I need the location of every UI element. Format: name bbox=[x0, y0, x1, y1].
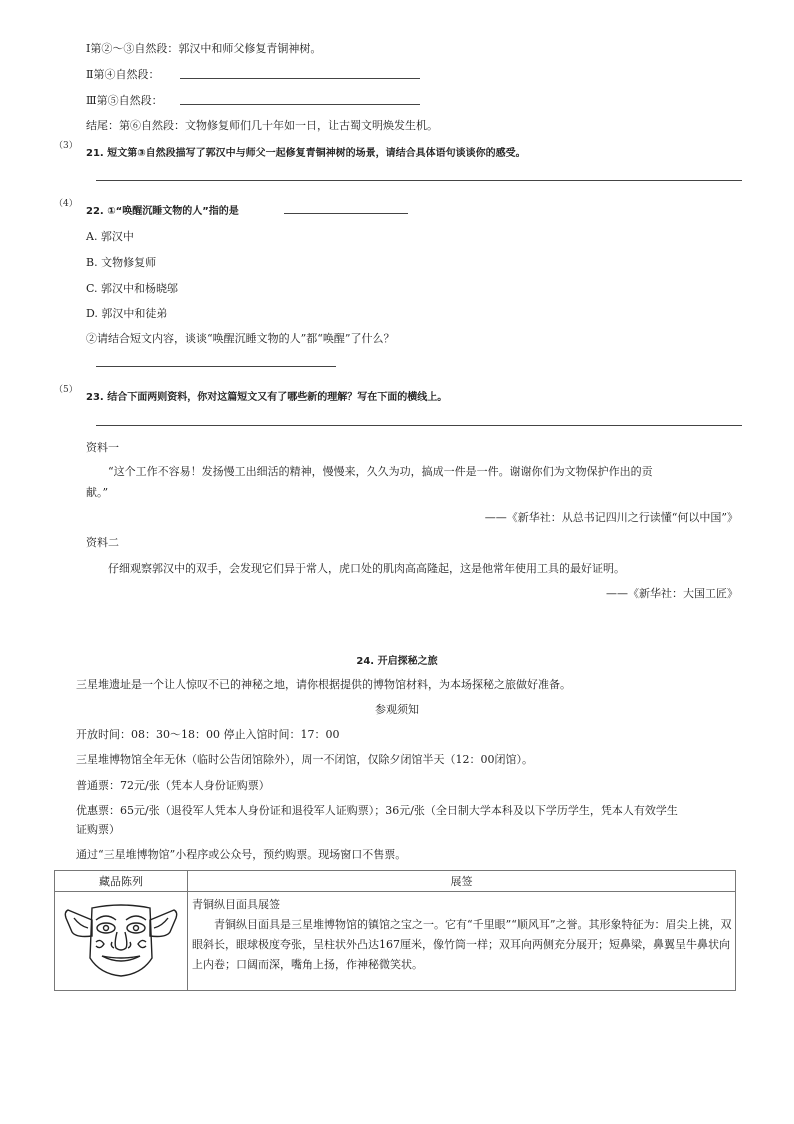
outline-part3-label: Ⅲ第⑤自然段： bbox=[86, 94, 163, 107]
exhibit-title: 青铜纵目面具展签 bbox=[192, 898, 280, 911]
material1-source: ——《新华社：从总书记四川之行读懂“何以中国”》 bbox=[484, 511, 738, 524]
header-collection: 藏品陈列 bbox=[55, 871, 188, 892]
material2-title: 资料二 bbox=[86, 536, 119, 549]
q22-sub2-answer-line[interactable] bbox=[96, 366, 336, 367]
q23-answer-line[interactable] bbox=[96, 425, 742, 426]
q22-option-b[interactable]: B. 文物修复师 bbox=[86, 256, 157, 269]
q22-option-c[interactable]: C. 郭汉中和杨晓邬 bbox=[86, 282, 179, 295]
exhibit-table-header bbox=[55, 871, 736, 892]
bronze-mask-illustration bbox=[62, 898, 180, 982]
exhibit-text: 青铜纵目面具是三星堆博物馆的镇馆之宝之一。它有“千里眼”“顺风耳”之誉。其形象特征为：眉尖上挑，双眼斜长，眼球极度夸张，呈柱状外凸达167厘米，像竹筒一样；双耳向两侧充分展开；短鼻梁，鼻翼呈牛鼻状向上内卷；口阔而深，嘴角上扬，作神秘微笑状。 bbox=[192, 918, 732, 971]
outline-ending: 结尾：第⑥自然段：文物修复师们几十年如一日，让古蜀文明焕发生机。 bbox=[86, 119, 438, 132]
material1-title: 资料一 bbox=[86, 441, 119, 454]
q21-subnumber: （3） bbox=[54, 141, 78, 151]
ticket-regular: 普通票：72元/张（凭本人身份证购票） bbox=[76, 779, 270, 792]
notice-title: 参观须知 bbox=[375, 703, 419, 716]
exhibit-table-row bbox=[55, 892, 736, 991]
q21-prompt: 21. 短文第③自然段描写了郭汉中与师父一起修复青铜神树的场景，请结合具体语句谈谈你的感受。 bbox=[86, 148, 526, 159]
outline-part3-blank[interactable] bbox=[180, 104, 420, 105]
material1-line1: “这个工作不容易！发扬慢工出细活的精神，慢慢来，久久为功，搞成一件是一件。谢谢你们为文物保护作出的贡 bbox=[108, 465, 653, 478]
material2-source: ——《新华社：大国工匠》 bbox=[606, 587, 738, 600]
q22-sub2-prompt: ②请结合短文内容，谈谈“唤醒沉睡文物的人”都“唤醒”了什么？ bbox=[86, 332, 395, 345]
outline-part2-blank[interactable] bbox=[180, 78, 420, 79]
q22-subnumber: （4） bbox=[54, 199, 78, 209]
ticket-discount-line2: 证购票） bbox=[76, 823, 120, 836]
exhibit-description-cell bbox=[188, 892, 736, 991]
q22-option-a[interactable]: A. 郭汉中 bbox=[86, 230, 134, 243]
material2-text: 仔细观察郭汉中的双手，会发现它们异于常人，虎口处的肌肉高高隆起，这是他常年使用工具的最好证明。 bbox=[108, 562, 625, 575]
q21-answer-line[interactable] bbox=[96, 180, 742, 181]
material1-line2: 献。” bbox=[86, 486, 109, 499]
mask-image-cell bbox=[55, 892, 188, 991]
ticket-discount-line1: 优惠票：65元/张（退役军人凭本人身份证和退役军人证购票）；36元/张（全日制大学本科及以下学历学生，凭本人有效学生 bbox=[76, 804, 678, 817]
exhibit-table bbox=[54, 870, 736, 991]
opening-hours: 开放时间：08：30～18：00 停止入馆时间：17：00 bbox=[76, 728, 340, 741]
q22-answer-blank[interactable] bbox=[284, 213, 408, 214]
q24-title: 24. 开启探秘之旅 bbox=[356, 656, 438, 667]
q22-prompt: 22. ①“唤醒沉睡文物的人”指的是 bbox=[86, 206, 239, 217]
closure-info: 三星堆博物馆全年无休（临时公告闭馆除外），周一不闭馆，仅除夕闭馆半天（12：00闭馆）。 bbox=[76, 753, 533, 766]
q23-subnumber: （5） bbox=[54, 385, 78, 395]
outline-part2-label: Ⅱ第④自然段： bbox=[86, 68, 160, 81]
header-label: 展签 bbox=[188, 871, 736, 892]
booking-info: 通过“三星堆博物馆”小程序或公众号，预约购票。现场窗口不售票。 bbox=[76, 848, 407, 861]
q24-intro: 三星堆遗址是一个让人惊叹不已的神秘之地，请你根据提供的博物馆材料，为本场探秘之旅做好准备。 bbox=[76, 678, 571, 691]
q23-prompt: 23. 结合下面两则资料，你对这篇短文又有了哪些新的理解？写在下面的横线上。 bbox=[86, 392, 448, 403]
q22-option-d[interactable]: D. 郭汉中和徒弟 bbox=[86, 307, 168, 320]
outline-part1: Ⅰ第②～③自然段：郭汉中和师父修复青铜神树。 bbox=[86, 42, 322, 55]
